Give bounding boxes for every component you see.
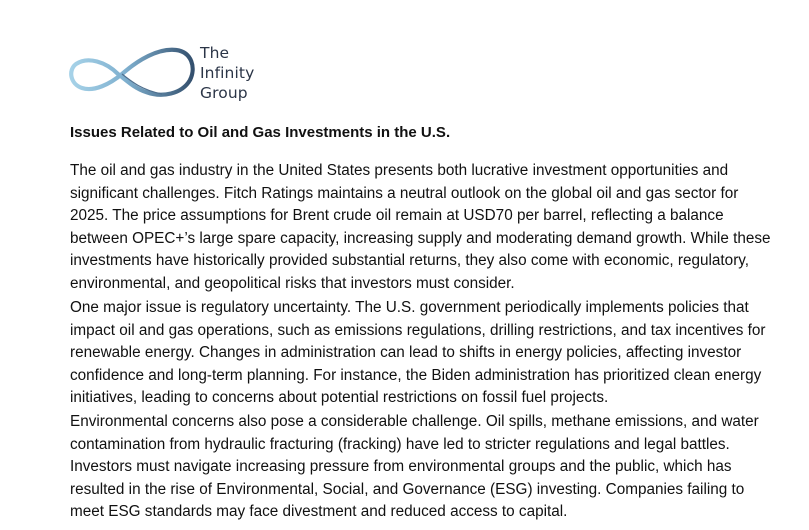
text-line: meet ESG standards may face divestment and reduced access to capital. [70, 503, 568, 521]
paragraph-environmental-concerns [70, 411, 800, 524]
document-heading: Issues Related to Oil and Gas Investments in the U.S. [70, 124, 451, 141]
text-line: initiatives, leading to concerns about potential restrictions on fossil fuel projects. [70, 389, 609, 407]
logo-line-3: Group [200, 84, 248, 102]
text-line: Investors must navigate increasing pressure from environmental groups and the public, which has [70, 458, 732, 476]
text-line: impact oil and gas operations, such as emissions regulations, drilling restrictions, and tax incentives for [70, 321, 766, 339]
text-line: confidence and long-term planning. For instance, the Biden administration has prioritized clean energy [70, 366, 762, 384]
text-line: One major issue is regulatory uncertainty. The U.S. government periodically implements policies that [70, 299, 749, 316]
logo-line-1: The [200, 44, 230, 62]
text-line: between OPEC+’s large spare capacity, increasing supply and moderating demand growth. While these [70, 229, 771, 247]
text-line: significant challenges. Fitch Ratings maintains a neutral outlook on the global oil and gas sector for [70, 184, 739, 202]
paragraph-investment-overview [70, 160, 800, 296]
logo-line-2: Infinity [200, 64, 255, 82]
text-line: investments have historically provided substantial returns, they also come with economic, regulatory, [70, 252, 750, 270]
text-line: resulted in the rise of Environmental, Social, and Governance (ESG) investing. Companies failing to [70, 480, 745, 498]
text-line: Environmental concerns also pose a considerable challenge. Oil spills, methane emissions, and water [70, 413, 759, 430]
text-line: environmental, and geopolitical risks that investors must consider. [70, 274, 515, 292]
company-logo [66, 38, 266, 108]
text-line: contamination from hydraulic fracturing (fracking) have led to stricter regulations and legal battles. [70, 435, 730, 453]
paragraph-regulatory-uncertainty [70, 297, 800, 410]
text-line: The oil and gas industry in the United States presents both lucrative investment opportunities and [70, 162, 729, 179]
logo-wordmark [200, 43, 254, 103]
text-line: 2025. The price assumptions for Brent crude oil remain at USD70 per barrel, reflecting a balance [70, 207, 724, 225]
text-line: renewable energy. Changes in administration can lead to shifts in energy policies, affecting investor [70, 344, 742, 362]
infinity-icon [66, 44, 198, 104]
